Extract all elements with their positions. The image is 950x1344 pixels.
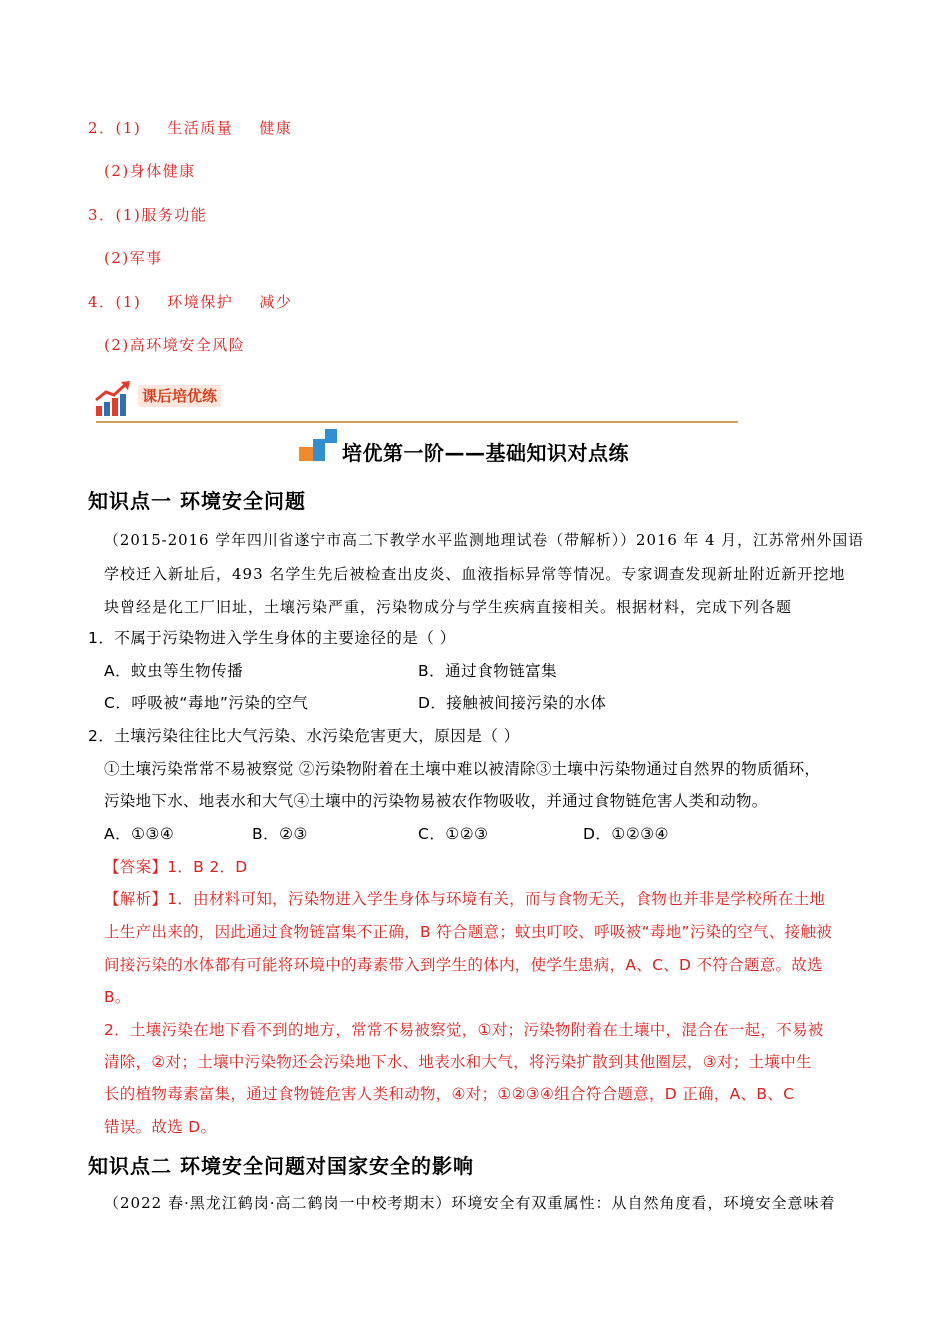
answer-2-1 (88, 117, 292, 138)
explanation-2-line-4: 错误。故选 D。 (104, 1118, 217, 1136)
answer-2-1-blank-a: 生活质量 (167, 119, 234, 137)
section-divider (96, 421, 738, 423)
explanation-1-line-1: 【解析】1．由材料可知，污染物进入学生身体与环境有关，而与食物无关，食物也并非是学校所在土地 (104, 890, 826, 908)
explanation-1-line-3: 间接污染的水体都有可能将环境中的毒素带入到学生的体内，使学生患病，A、C、D 不符合题意。故选 (104, 956, 823, 974)
question-1-option-b: B．通过食物链富集 (418, 662, 558, 680)
kp1-intro-line-3: 块曾经是化工厂旧址，土壤污染严重，污染物成分与学生疾病直接相关。根据材料，完成下列各题 (104, 598, 793, 616)
answer-4-1 (88, 291, 292, 312)
explanation-1-line-4: B。 (104, 988, 131, 1006)
question-1-option-a: A．蚊虫等生物传播 (104, 662, 244, 680)
answer-3-2: (2)军事 (104, 249, 163, 267)
section-title: 培优第一阶——基础知识对点练 (342, 441, 629, 465)
answer-key: 【答案】1．B 2．D (104, 858, 248, 876)
question-2-statement-line-1: ①土壤污染常常不易被察觉 ②污染物附着在土壤中难以被清除③土壤中污染物通过自然界的物质循环， (104, 760, 821, 778)
knowledge-point-1-title: 知识点一 环境安全问题 (88, 489, 306, 513)
answer-2-1-blank-b: 健康 (259, 119, 293, 137)
kp2-intro-line-1: （2022 春·黑龙江鹤岗·高二鹤岗一中校考期末）环境安全有双重属性：从自然角度看，环境安全意味着 (104, 1194, 836, 1212)
explanation-2-line-3: 长的植物毒素富集，通过食物链危害人类和动物，④对；①②③④组合符合题意，D 正确，A、B、C (104, 1085, 795, 1103)
answer-4-1-blank-a: 环境保护 (167, 293, 234, 311)
question-2-statement-line-2: 污染地下水、地表水和大气④土壤中的污染物易被农作物吸收，并通过食物链危害人类和动物。 (104, 792, 768, 810)
question-2-option-a: A．①③④ (104, 825, 175, 843)
answer-4-1-blank-b: 减少 (259, 293, 293, 311)
answer-4-2: (2)高环境安全风险 (104, 336, 246, 354)
question-1-option-d: D．接触被间接污染的水体 (418, 694, 607, 712)
knowledge-point-2-title: 知识点二 环境安全问题对国家安全的影响 (88, 1154, 474, 1178)
answer-2-1-number: 2．(1) (88, 119, 142, 137)
question-2-stem: 2．土壤污染往往比大气污染、水污染危害更大，原因是（ ） (88, 727, 520, 745)
answer-2-2: (2)身体健康 (104, 162, 196, 180)
answer-4-1-number: 4．(1) (88, 293, 142, 311)
kp1-intro-line-2: 学校迁入新址后，493 名学生先后被检查出皮炎、血液指标异常等情况。专家调查发现新址附近新开挖地 (104, 565, 846, 583)
explanation-1-line-2: 上生产出来的，因此通过食物链富集不正确，B 符合题意；蚊虫叮咬、呼吸被“毒地”污染的空气、接触被 (104, 923, 833, 941)
steps-icon (299, 429, 339, 463)
growth-chart-icon (94, 380, 134, 418)
banner-label: 课后培优练 (138, 385, 221, 407)
question-1-option-c: C．呼吸被“毒地”污染的空气 (104, 694, 309, 712)
question-1-stem: 1．不属于污染物进入学生身体的主要途径的是（ ） (88, 629, 456, 647)
explanation-2-line-2: 清除，②对；土壤中污染物还会污染地下水、地表水和大气，将污染扩散到其他圈层，③对；土壤中生 (104, 1053, 812, 1071)
question-2-option-b: B．②③ (252, 825, 308, 843)
explanation-2-line-1: 2．土壤污染在地下看不到的地方，常常不易被察觉，①对；污染物附着在土壤中，混合在一起，不易被 (104, 1021, 824, 1039)
kp1-intro-line-1: （2015-2016 学年四川省遂宁市高二下教学水平监测地理试卷（带解析））2016 年 4 月，江苏常州外国语 (104, 531, 865, 549)
question-2-option-d: D．①②③④ (583, 825, 670, 843)
answer-3-1: 3．(1)服务功能 (88, 206, 208, 224)
question-2-option-c: C．①②③ (418, 825, 489, 843)
